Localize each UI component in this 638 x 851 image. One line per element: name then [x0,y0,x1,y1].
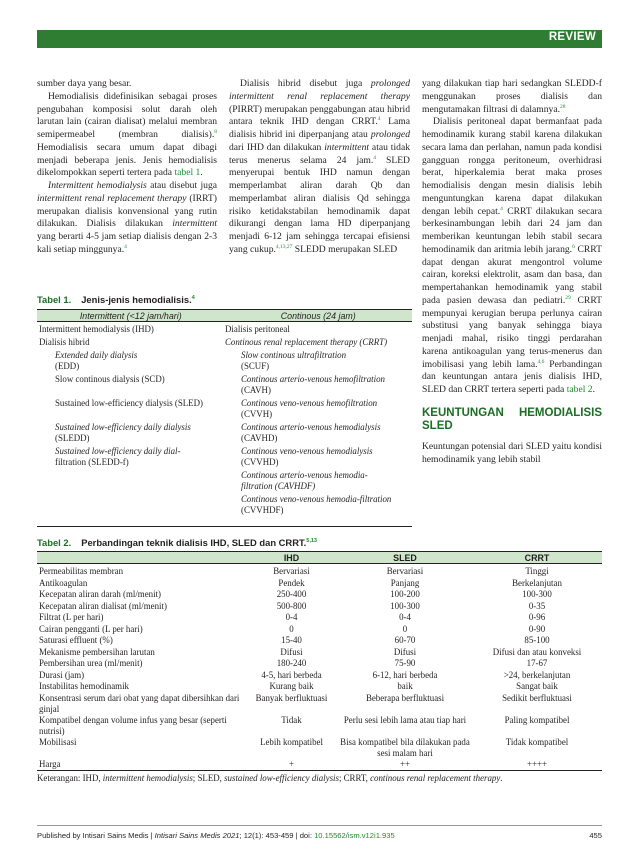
table-note: Keterangan: IHD, intermittent hemodialysis; SLED, sustained low-efficiency dialysis; CRRT, continous renal replacement therapy. [37,773,503,783]
table-cell: Intermittent hemodialysis (IHD) [39,324,154,334]
table-cell: Continous arterio-venous hemodia- [241,470,368,480]
table-cell: Dialisis hibrid [39,337,90,347]
table-cell: Kurang baik [269,681,314,691]
table-cell: Continous renal replacement therapy (CRRT) [225,337,388,347]
table-cell: Perlu sesi lebih lama atau tiap hari [343,714,467,725]
table-cell: Difusi [280,646,303,657]
table-cell: Continous veno-venous hemodia-filtration [241,494,392,504]
table-row [37,624,602,636]
table-cell: baik [397,681,413,691]
table-row [37,578,602,590]
table-cell: Continous veno-venous hemodialysis [241,446,373,456]
table-row [37,566,602,578]
table-cell: Paling kompatibel [504,714,570,725]
column-header: IHD [283,553,300,563]
table-cell: 0-96 [528,612,546,622]
table-cell: (CVVHD) [241,457,279,467]
table-cell: 0 [289,623,294,634]
table-cell: Tinggi [525,566,549,576]
table-cell: Beberapa berfluktuasi [365,692,445,703]
table-link[interactable]: tabel 1 [174,167,201,179]
table-row [37,715,602,737]
table-cell: (CVVH) [241,409,273,419]
table-cell: Sustained low-efficiency daily dial- [55,446,181,456]
table-cell: Cairan pengganti (L per hari) [39,623,143,634]
table-cell: Extended daily dialysis [55,350,138,360]
table-body [37,564,602,771]
table-cell: 15-40 [281,635,302,645]
text-column-1 [37,78,217,257]
table-row [37,635,602,647]
table-cell: (CVVHDF) [241,505,284,515]
paragraph: Dialisis hibrid disebut juga prolonged intermittent renal replacement therapy (PIRRT) merupakan penggabungan atau hibrid antara teknik IHD dengan CRRT.$^4$ Lama dialisis hibrid ini diperpanjang atau prolonged dari IHD dan dilakukan intermittent atau tidak terus menerus selama 24 jam.$^4$ SLED menyerupai bentuk IHD namun dengan memperlambat aliran darah Qb dan memperlambat aliran dialisis Qd sehingga risiko ketidakstabilan hemodinamik dapat dikurangi dengan lama HD diperpanjang menjadi 6-12 jam sehingga tercapai efisiensi yang cukup.$^{4,13,27}$ SLEDD merupakan SLED [229,78,410,255]
text-column-3 [422,78,602,466]
table-cell: Sustained low-efficiency daily dialysis [55,422,191,432]
table-cell: ++ [399,758,410,769]
table-cell: Slow continous dialysis (SCD) [55,374,165,384]
table-cell: 0-90 [528,623,546,634]
table-cell: Bervariasi [386,566,424,576]
table-cell: Slow continous ultrafiltration [241,350,347,360]
paragraph: Intermittent hemodialysis atau disebut juga intermittent renal replacement therapy (IRRT) merupakan dialisis konvensional yang rutin dilakukan. Dialisis dilakukan intermittent yang berarti 4-5 jam setiap dialisis dengan 2-3 kali setiap minggunya.$^4$ [37,180,218,255]
table-cell: (CAVHD) [241,433,278,443]
table-cell: >24, berkelanjutan [503,669,571,680]
table-cell: Difusi dan atau konveksi [492,646,582,657]
paragraph: Dialisis peritoneal dapat bermanfaat pada hemodinamik kurang stabil karena dilakukan secara lama dan perlahan, namun pada kondisi gangguan rongga peritoneum, overhidrasi berat, hiperkalemia berat maka proses hemodialisis dengan mesin dialisis lebih menguntungkan karena dapat dilakukan dengan lebih cepat.$^4$ CRRT dilakukan secara berkesinambungan lebih dari 24 jam dan memberikan keuntungan lebih stabil secara hemodinamik dan aritmia lebih jarang.$^6$ CRRT dapat dengan akurat mengontrol volume cairan, koreksi elektrolit, asam dan basa, dan mempertahankan hemodinamik yang stabil pada pasien dewasa dan pediatri.$^{29}$ CRRT mempunyai kerugian berupa perlunya cairan substitusi yang banyak sehingga biaya menjadi mahal, risiko tinggi perdarahan karena antikoagulan yang terus-menerus dan imobilisasi yang lebih lama.$^{4,6}$ Perbandingan dan keuntungan antara jenis dialisis IHD, SLED dan CRRT tertera seperti pada tabel 2. [422,116,602,395]
table-cell: 0 [402,623,408,634]
paragraph: yang dilakukan tiap hari sedangkan SLEDD-f menggunakan proses dialisis dan mengutamakan filtrasi di dalamnya.$^{28}$ [422,78,602,115]
table-cell: Kompatibel dengan volume infus yang besar (seperti nutrisi) [39,714,227,736]
table-header [37,551,602,564]
table-cell: (SLEDD) [55,433,90,443]
table-row [37,737,602,759]
table-row [37,658,602,670]
paragraph: Hemodialisis didefinisikan sebagai proses pengubahan komposisi solut darah oleh larutan lain (cairan dialisat) melalui membran semipermeabel (membran dialisis).$^8$ Hemodialisis secara umum dapat dibagi menjadi beberapa jenis. Jenis hemodialisis dikelompokkan seperti tertera pada tabel 1. [37,90,217,179]
table-row [37,612,602,624]
paragraph: Keuntungan potensial dari SLED yaitu kondisi hemodinamik yang lebih stabil [422,440,602,465]
table-cell: 180-240 [276,658,307,668]
table-cell: Kecepatan aliran darah (ml/menit) [39,589,161,599]
table-cell: (SCUF) [241,361,270,371]
table-cell: (EDD) [55,361,80,371]
table-cell: Continous arterio-venous hemodialysis [241,422,381,432]
table-1 [37,309,412,527]
table-row [37,670,602,682]
table-cell: Continous veno-venous hemofiltration [241,398,378,408]
table-cell: 100-200 [390,589,420,599]
table-row [37,589,602,601]
table-body [37,322,412,527]
table-cell: 100-300 [522,589,552,599]
table-cell: Saturasi effluent (%) [39,635,113,645]
table-cell: Sedikit berfluktuasi [502,692,572,703]
table-cell: 0-35 [528,600,546,611]
table-cell: + [288,758,294,769]
table-cell: 6-12, hari berbeda [372,669,438,680]
table-cell: Panjang [390,577,420,588]
column-header: CRRT [524,553,550,563]
table-cell: Difusi [393,646,417,657]
table-cell: Pendek [278,577,305,588]
table-cell: filtration (CAVHDF) [241,481,316,491]
table-row [37,647,602,659]
table-cell: 0-4 [285,612,298,622]
table-1-caption: Tabel 1. Jenis-jenis hemodialisis.$^4$ [37,294,195,305]
table-cell: Filtrat (L per hari) [39,612,104,622]
table-cell: Mekanisme pembersihan larutan [39,646,155,657]
page-number: 455 [589,831,602,840]
table-cell: Durasi (jam) [39,669,85,680]
table-cell: Berkelanjutan [512,577,562,588]
table-row [37,759,602,771]
table-cell: 100-300 [390,600,420,611]
table-cell: Dialisis peritoneal [225,324,290,334]
table-cell: 85-100 [524,635,550,645]
table-cell: Lebih kompatibel [260,736,323,747]
table-cell: filtration (SLEDD-f) [55,457,129,467]
table-cell: Mobilisasi [39,736,77,747]
table-row [37,681,602,693]
table-cell: Pembersihan urea (ml/menit) [39,658,143,668]
table-cell: 250-400 [276,589,307,599]
table-row [37,693,602,715]
table-cell: Sustained low-efficiency dialysis (SLED) [55,398,203,408]
table-header: Intermittent (<12 jam/hari) Continous (24 jam) [37,309,412,322]
table-row [37,601,602,613]
header-bar [37,30,602,48]
table-cell: 4-5, hari berbeda [261,669,322,680]
table-link[interactable]: tabel 2 [566,384,593,395]
table-cell: Tidak [281,714,302,725]
table-cell: 0-4 [399,612,411,622]
text-column-2 [229,78,410,257]
section-label: REVIEW [548,31,596,43]
table-cell: Antikoagulan [39,577,88,588]
table-cell: Harga [39,758,61,769]
table-cell: 75-90 [394,658,416,668]
table-cell: Permeabilitas membran [39,566,124,576]
table-cell: Continous arterio-venous hemofiltration [241,374,385,384]
doi-link[interactable]: 10.15562/ism.v12i1.935 [314,831,395,840]
column-header: SLED [393,553,417,563]
table-cell: Tidak kompatibel [505,736,569,747]
paragraph: sumber daya yang besar. [37,78,132,89]
table-cell: ++++ [526,758,548,769]
table-2 [37,551,602,784]
table-cell: Instabilitas hemodinamik [39,681,129,691]
table-cell: 60-70 [394,635,416,645]
table-cell: Kecepatan aliran dialisat (ml/menit) [39,600,167,611]
table-cell: Sangat baik [516,681,558,691]
table-cell: Konsentrasi serum dari obat yang dapat dibersihkan dari ginjal [39,692,240,714]
table-cell: Bisa kompatibel bila dilakukan pada sesi malam hari [340,736,470,758]
table-cell: Banyak berfluktuasi [255,692,328,703]
section-heading: KEUNTUNGAN HEMODIALISIS SLED [422,406,602,432]
table-2-caption: Tabel 2. Perbandingan teknik dialisis IHD, SLED dan CRRT.$^{5,13}$ [37,537,317,548]
page-footer: Published by Intisari Sains Medis | Intisari Sains Medis 2021; 12(1): 453-459 | doi: 10.15562/ism.v12i1.935 455 [37,825,602,840]
table-cell: 500-800 [276,600,307,611]
table-cell: Bervariasi [273,566,310,576]
table-cell: 17-67 [526,658,548,668]
table-cell: (CAVH) [241,385,271,395]
